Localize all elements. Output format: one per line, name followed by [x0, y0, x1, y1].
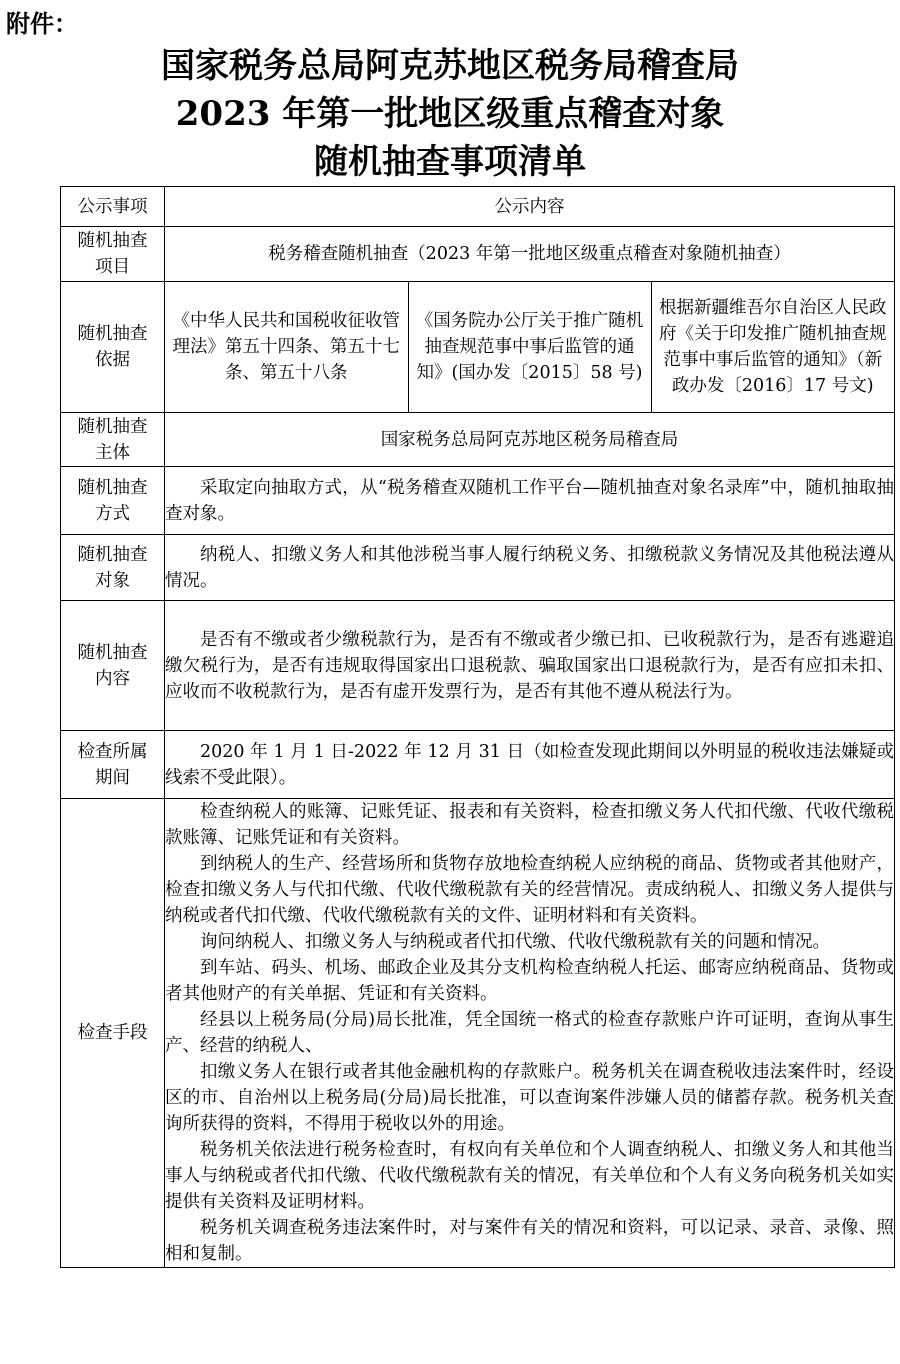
- label-line: 随机抽查: [77, 416, 148, 437]
- paragraph: 2020 年 1 月 1 日-2022 年 12 月 31 日（如检查发现此期间以外明显的税收违法嫌疑或线索不受此限）。: [165, 741, 894, 788]
- row-subject: [61, 413, 895, 467]
- table-header-row: [61, 187, 895, 227]
- label-line: 主体: [95, 442, 130, 463]
- basis-item-3: 根据新疆维吾尔自治区人民政府《关于印发推广随机抽查规范事中事后监管的通知》（新政办发〔2016〕17 号文): [659, 298, 887, 396]
- label-line: 随机抽查: [77, 324, 148, 344]
- label-line: 检查所属: [77, 741, 148, 762]
- paragraph: 到纳税人的生产、经营场所和货物存放地检查纳税人应纳税的商品、货物或者其他财产，检查扣缴义务人与代扣代缴、代收代缴税款有关的经营情况。责成纳税人、扣缴义务人提供与纳税或者代扣代缴、代收代缴税款有关的文件、证明材料和有关资料。: [165, 854, 894, 926]
- paragraph: 纳税人、扣缴义务人和其他涉税当事人履行纳税义务、扣缴税款义务情况及其他税法遵从情况。: [165, 544, 894, 591]
- basis-subtable: [165, 282, 894, 412]
- paragraph: 是否有不缴或者少缴税款行为，是否有不缴或者少缴已扣、已收税款行为，是否有逃避追缴欠税行为，是否有违规取得国家出口退税款、骗取国家出口退税款行为，是否有应扣未扣、应收而不收税款行为，是否有虚开发票行为，是否有其他不遵从税法行为。: [165, 629, 894, 702]
- document-title: [0, 42, 900, 186]
- paragraph: 经县以上税务局(分局)局长批准，凭全国统一格式的检查存款账户许可证明，查询从事生产、经营的纳税人、: [165, 1010, 894, 1056]
- label-line: 内容: [95, 668, 130, 689]
- label-line: 项目: [95, 257, 130, 277]
- paragraph: 采取定向抽取方式，从“税务稽查双随机工作平台—随机抽查对象名录库”中，随机抽取抽查对象。: [165, 477, 894, 524]
- label-line: 随机抽查: [77, 544, 148, 565]
- row-method-text: [165, 467, 895, 535]
- row-basis-content: [165, 282, 895, 413]
- paragraph: 到车站、码头、机场、邮政企业及其分支机构检查纳税人托运、邮寄应纳税商品、货物或者其他财产的有关单据、凭证和有关资料。: [165, 958, 894, 1004]
- row-project-text: 税务稽查随机抽查（2023 年第一批地区级重点稽查对象随机抽查）: [165, 227, 895, 282]
- row-target-label: [61, 535, 165, 601]
- row-content-text: [165, 601, 895, 731]
- label-line: 依据: [95, 350, 130, 370]
- basis-item-2: 《国务院办公厅关于推广随机抽查规范事中事后监管的通知》(国办发〔2015〕58 号): [408, 282, 651, 412]
- paragraph: 税务机关调查税务违法案件时，对与案件有关的情况和资料，可以记录、录音、录像、照相和复制。: [165, 1218, 894, 1264]
- row-basis: [61, 282, 895, 413]
- title-line-3: 随机抽查事项清单: [314, 142, 586, 182]
- row-means: [61, 799, 895, 1268]
- attachment-label: 附件：: [6, 10, 78, 38]
- basis-item-1: 《中华人民共和国税收征收管理法》第五十四条、第五十七条、第五十八条: [165, 282, 408, 412]
- paragraph: 询问纳税人、扣缴义务人与纳税或者代扣代缴、代收代缴税款有关的问题和情况。: [200, 932, 830, 952]
- label-line: 随机抽查: [77, 642, 148, 663]
- inspection-items-table: [60, 186, 895, 1268]
- row-project: [61, 227, 895, 282]
- row-means-label: 检查手段: [61, 799, 165, 1268]
- header-item-cell: 公示事项: [61, 187, 165, 227]
- label-line: 期间: [95, 767, 130, 788]
- row-subject-text: 国家税务总局阿克苏地区税务局稽查局: [165, 413, 895, 467]
- row-target: [61, 535, 895, 601]
- title-line-2: 2023 年第一批地区级重点稽查对象: [175, 94, 725, 134]
- row-target-text: [165, 535, 895, 601]
- paragraph: 税务机关依法进行税务检查时，有权向有关单位和个人调查纳税人、扣缴义务人和其他当事人与纳税或者代扣代缴、代收代缴税款有关的情况，有关单位和个人有义务向税务机关如实提供有关资料及证明材料。: [165, 1140, 894, 1212]
- row-period-text: [165, 731, 895, 799]
- paragraph: 扣缴义务人在银行或者其他金融机构的存款账户。税务机关在调查税收违法案件时，经设区的市、自治州以上税务局(分局)局长批准，可以查询案件涉嫌人员的储蓄存款。税务机关查询所获得的资料，不得用于税收以外的用途。: [165, 1062, 894, 1134]
- label-line: 对象: [95, 570, 130, 591]
- header-content-cell: 公示内容: [165, 187, 895, 227]
- label-line: 随机抽查: [77, 477, 148, 498]
- title-line-1: 国家税务总局阿克苏地区税务局稽查局: [161, 46, 739, 86]
- row-project-label: [61, 227, 165, 282]
- row-method: [61, 467, 895, 535]
- label-line: 随机抽查: [77, 231, 148, 251]
- paragraph: 检查纳税人的账簿、记账凭证、报表和有关资料，检查扣缴义务人代扣代缴、代收代缴税款账簿、记账凭证和有关资料。: [165, 802, 894, 848]
- row-method-label: [61, 467, 165, 535]
- row-period-label: [61, 731, 165, 799]
- row-subject-label: [61, 413, 165, 467]
- row-content-label: [61, 601, 165, 731]
- label-line: 方式: [95, 503, 130, 524]
- row-means-text: [165, 799, 895, 1268]
- row-content: [61, 601, 895, 731]
- row-basis-label: [61, 282, 165, 413]
- row-period: [61, 731, 895, 799]
